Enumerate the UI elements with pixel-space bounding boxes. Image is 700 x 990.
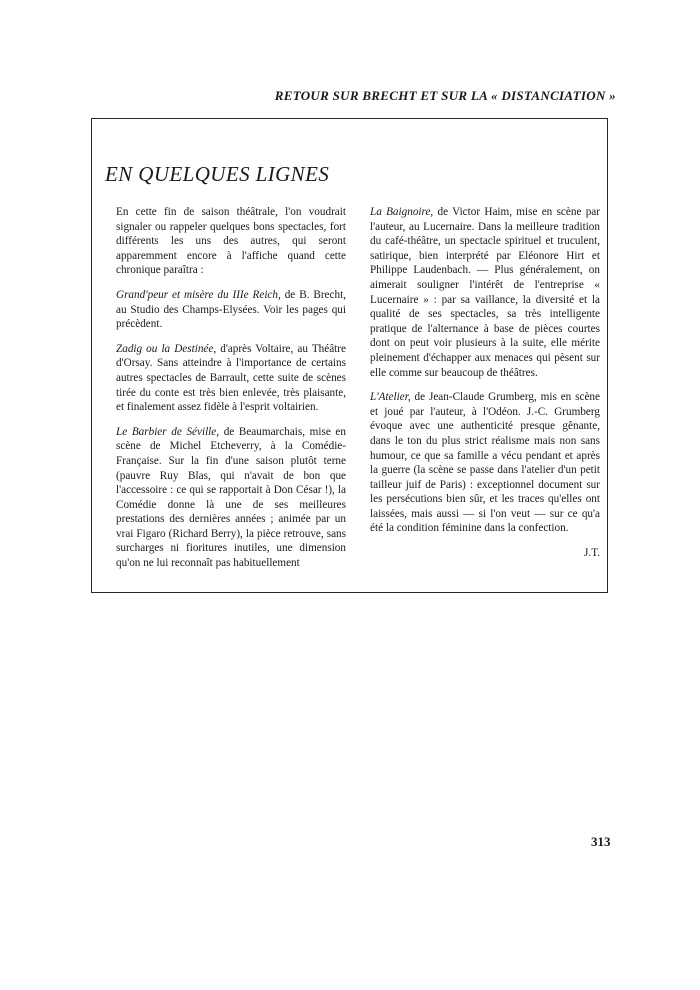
paragraph-body: de Jean-Claude Grumberg, mis en scène et joué par l'auteur, à l'Odéon. J.-C. Grumberg évoque avec une authenticité presque gênante, dans le ton du plus strict réalisme mais non sans humour, ce que sa famille a vécu pendant et après la guerre (la scène se passe dans l'atelier d'un petit tailleur juif de Paris) : exceptionnel document sur les persécutions bien sûr, et les traces qu'elles ont laissées, mais aussi — si l'on veut — sur ce qu'a été la condition féminine dans la confection. [370, 391, 600, 535]
paragraph-intro: En cette fin de saison théâtrale, l'on voudrait signaler ou rappeler quelques bons spectacles, fort différents les uns des autres, qui seront apparemment encore à l'affiche quand cette chronique paraîtra : [116, 206, 346, 277]
paragraph-body: de Beaumarchais, mise en scène de Michel Etcheverry, à la Comédie-Française. Sur la fin d'une saison plutôt terne (pauvre Ruy Blas, qui n'avait de bon que l'accessoire : ce qui se rapportait à Don César !), la Comédie donne là une de ses meilleures prestations des dernières années ; animée par un vrai Figaro (Richard Berry), la pièce retrouve, sans surcharges ni fioritures inutiles, une dimension qu'on ne lui reconnaît pas habituellement [116, 425, 346, 570]
paragraph-body: de Victor Haim, mise en scène par l'auteur, au Lucernaire. Dans la meilleure tradition du café-théâtre, un spectacle spirituel et truculent, satirique, bien interprété par Eléonore Hirt et Philippe Laudenbach. — Plus généralement, on aimerait souligner l'intérêt de l'entreprise « Lucernaire » : par sa vaillance, la diversité et la qualité de ses spectacles, sa très intelligente pratique de l'alternance à base de pièces courtes dont on peut voir plusieurs à la suite, elle mérite pleinement d'échapper aux menaces qui pèsent sur elle comme sur beaucoup de théâtres. [370, 206, 600, 379]
left-column [116, 205, 346, 581]
paragraph-baignoire [370, 205, 600, 380]
paragraph-barbier [116, 425, 346, 571]
page-number: 313 [591, 834, 611, 849]
play-title: Grand'peur et misère du IIIe Reich, [116, 288, 281, 301]
paragraph-body: d'après Voltaire, au Théâtre d'Orsay. Sans atteindre à l'importance de certains autres spectacles de Barrault, cette suite de scènes tirée du conte est très bien enlevée, très plaisante, et finalement assez fidèle à l'esprit voltairien. [116, 342, 346, 414]
play-title: La Baignoire, [370, 206, 434, 218]
paragraph-grand-peur [116, 288, 346, 332]
play-title: Zadig ou la Destinée, [116, 342, 217, 355]
author-signature: J.T. [584, 547, 600, 560]
paragraph-atelier [370, 390, 600, 536]
paragraph-body: de B. Brecht, au Studio des Champs-Elysées. Voir les pages qui précèdent. [116, 288, 346, 331]
right-column [370, 205, 600, 561]
play-title: Le Barbier de Séville, [116, 425, 220, 438]
paragraph-zadig [116, 342, 346, 415]
section-title: EN QUELQUES LIGNES [105, 162, 330, 186]
running-head: RETOUR SUR BRECHT ET SUR LA « DISTANCIATION » [274, 88, 616, 103]
play-title: L'Atelier, [370, 391, 411, 404]
